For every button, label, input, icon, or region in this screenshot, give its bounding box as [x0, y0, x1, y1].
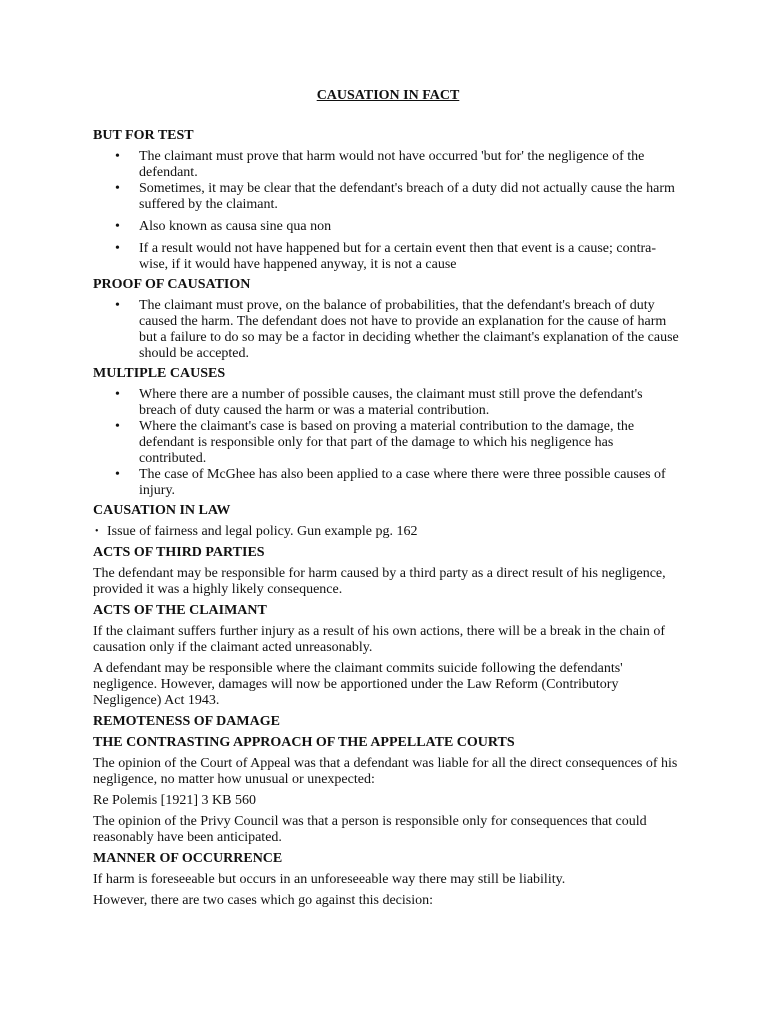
list-item: • Also known as causa sine qua non: [93, 219, 683, 235]
section-heading: ACTS OF THIRD PARTIES: [93, 545, 265, 560]
section-heading: THE CONTRASTING APPROACH OF THE APPELLATE COURTS: [93, 735, 515, 750]
document-page: [93, 88, 683, 914]
list-item: • Where the claimant's case is based on proving a material contribution to the damage, the defendant is responsible only for that part of the damage to which his negligence has contributed.: [93, 419, 683, 467]
bullet-list: [93, 149, 683, 273]
list-item: • If a result would not have happened but for a certain event then that event is a cause; contra-wise, if it would have happened anyway, it is not a cause: [93, 241, 683, 273]
bullet-list: [93, 387, 683, 499]
list-item: • The claimant must prove, on the balance of probabilities, that the defendant's breach of duty caused the harm. The defendant does not have to provide an explanation for the cause of harm but a failure to do so may be a factor in deciding whether the claimant's explanation of the cause should be accepted.: [93, 298, 683, 362]
section-manner-of-occurrence: [93, 851, 683, 909]
bullet-list: [93, 524, 683, 540]
section-proof-of-causation: [93, 277, 683, 362]
list-item: • Where there are a number of possible causes, the claimant must still prove the defendant's breach of duty caused the harm or was a material contribution.: [93, 387, 683, 419]
section-heading: ACTS OF THE CLAIMANT: [93, 603, 267, 618]
section-heading: MANNER OF OCCURRENCE: [93, 851, 283, 866]
section-appellate-courts: [93, 735, 683, 846]
case-citation: Re Polemis [1921] 3 KB 560: [93, 793, 256, 808]
list-item: • The case of McGhee has also been applied to a case where there were three possible causes of injury.: [93, 467, 683, 499]
section-heading: CAUSATION IN LAW: [93, 503, 231, 518]
paragraph: However, there are two cases which go against this decision:: [93, 893, 433, 908]
section-but-for-test: [93, 128, 683, 273]
paragraph: The opinion of the Court of Appeal was that a defendant was liable for all the direct consequences of his negligence, no matter how unusual or unexpected:: [93, 756, 678, 787]
bullet-list: [93, 298, 683, 362]
list-item: • Issue of fairness and legal policy. Gun example pg. 162: [93, 524, 683, 540]
paragraph: A defendant may be responsible where the claimant commits suicide following the defendants' negligence. However, damages will now be apportioned under the Law Reform (Contributory Negligence) Act 1943.: [93, 661, 623, 708]
section-remoteness-of-damage: [93, 714, 683, 730]
list-item: • Sometimes, it may be clear that the defendant's breach of a duty did not actually cause the harm suffered by the claimant.: [93, 181, 683, 213]
section-acts-of-third-parties: [93, 545, 683, 598]
section-heading: PROOF OF CAUSATION: [93, 277, 251, 292]
document-title: CAUSATION IN FACT: [316, 88, 460, 103]
section-multiple-causes: [93, 366, 683, 499]
paragraph: If harm is foreseeable but occurs in an unforeseeable way there may still be liability.: [93, 872, 566, 887]
paragraph: The opinion of the Privy Council was that a person is responsible only for consequences that could reasonably have been anticipated.: [93, 814, 647, 845]
section-heading: REMOTENESS OF DAMAGE: [93, 714, 280, 729]
paragraph: The defendant may be responsible for harm caused by a third party as a direct result of his negligence, provided it was a highly likely consequence.: [93, 566, 666, 597]
paragraph: If the claimant suffers further injury as a result of his own actions, there will be a break in the chain of causation only if the claimant acted unreasonably.: [93, 624, 665, 655]
list-item: • The claimant must prove that harm would not have occurred 'but for' the negligence of the defendant.: [93, 149, 683, 181]
section-heading: MULTIPLE CAUSES: [93, 366, 226, 381]
section-causation-in-law: [93, 503, 683, 540]
section-acts-of-the-claimant: [93, 603, 683, 709]
section-heading: BUT FOR TEST: [93, 128, 194, 143]
